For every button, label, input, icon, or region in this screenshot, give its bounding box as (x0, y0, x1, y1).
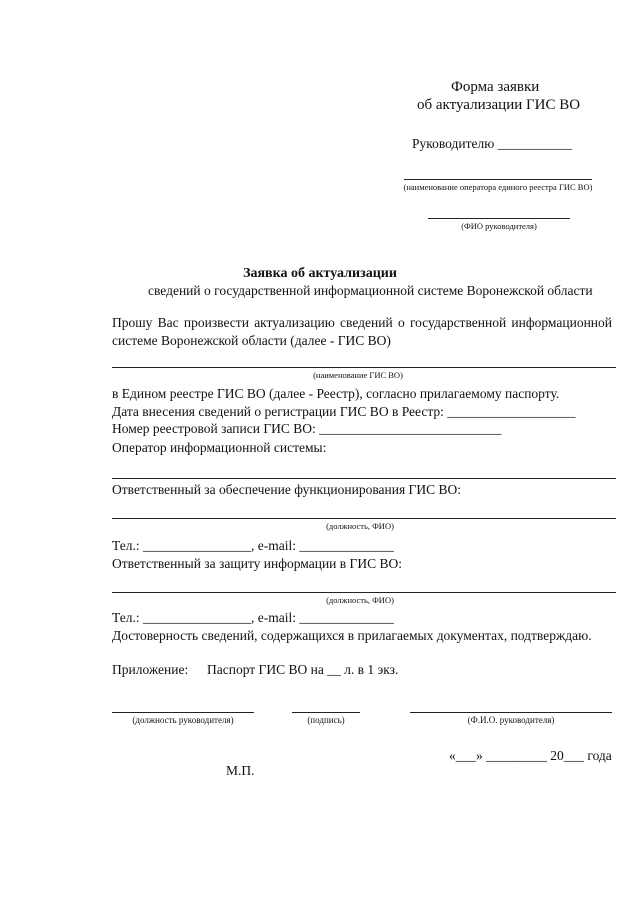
document-subtitle: сведений о государственной информационной системе Воронежской области (148, 283, 593, 298)
registration-date-line: Дата внесения сведений о регистрации ГИС ВО в Реестр: ___________________ (112, 404, 576, 419)
request-line-1: Прошу Вас произвести актуализацию сведений о государственной информационной (112, 315, 612, 330)
attachment-value: Паспорт ГИС ВО на __ л. в 1 экз. (207, 662, 399, 677)
record-number-line: Номер реестровой записи ГИС ВО: ___________________________ (112, 421, 502, 436)
operator-name-line (404, 179, 592, 180)
operator-label: Оператор информационной системы: (112, 440, 327, 455)
signature-date: «___» _________ 20___ года (449, 748, 612, 763)
director-fio-hint: (ФИО руководителя) (461, 221, 537, 231)
document-title: Заявка об актуализации (243, 266, 397, 281)
director-position-hint: (должность руководителя) (132, 715, 234, 725)
director-position-line (112, 712, 254, 713)
responsible-security-label: Ответственный за защиту информации в ГИС ВО: (112, 556, 402, 571)
request-line-2: системе Воронежской области (далее - ГИС ВО) (112, 333, 391, 348)
contacts-line-2: Тел.: ________________, e-mail: ______________ (112, 610, 394, 625)
director-fio-sign-hint: (Ф.И.О. руководителя) (467, 715, 555, 725)
form-title-line-1: Форма заявки (451, 79, 540, 95)
responsible-functioning-line (112, 518, 616, 519)
position-fio-hint-2: (должность, ФИО) (326, 595, 394, 605)
confirmation-statement: Достоверность сведений, содержащихся в прилагаемых документах, подтверждаю. (112, 628, 592, 643)
attachment-label: Приложение: (112, 662, 189, 677)
gis-name-hint: (наименование ГИС ВО) (313, 370, 403, 380)
director-fio-line (428, 218, 570, 219)
position-fio-hint-1: (должность, ФИО) (326, 521, 394, 531)
stamp-placeholder: М.П. (226, 763, 255, 778)
responsible-security-line (112, 592, 616, 593)
signature-hint: (подпись) (307, 715, 345, 725)
responsible-functioning-label: Ответственный за обеспечение функционирования ГИС ВО: (112, 482, 461, 497)
gis-name-line (112, 367, 616, 368)
form-title-line-2: об актуализации ГИС ВО (417, 97, 581, 113)
signature-line (292, 712, 360, 713)
director-fio-sign-line (410, 712, 612, 713)
registry-line: в Едином реестре ГИС ВО (далее - Реестр), согласно прилагаемому паспорту. (112, 386, 560, 401)
operator-value-line (112, 478, 616, 479)
contacts-line-1: Тел.: ________________, e-mail: ______________ (112, 538, 394, 553)
operator-name-hint: (наименование оператора единого реестра ГИС ВО) (403, 182, 593, 192)
recipient-label: Руководителю ___________ (412, 136, 572, 151)
